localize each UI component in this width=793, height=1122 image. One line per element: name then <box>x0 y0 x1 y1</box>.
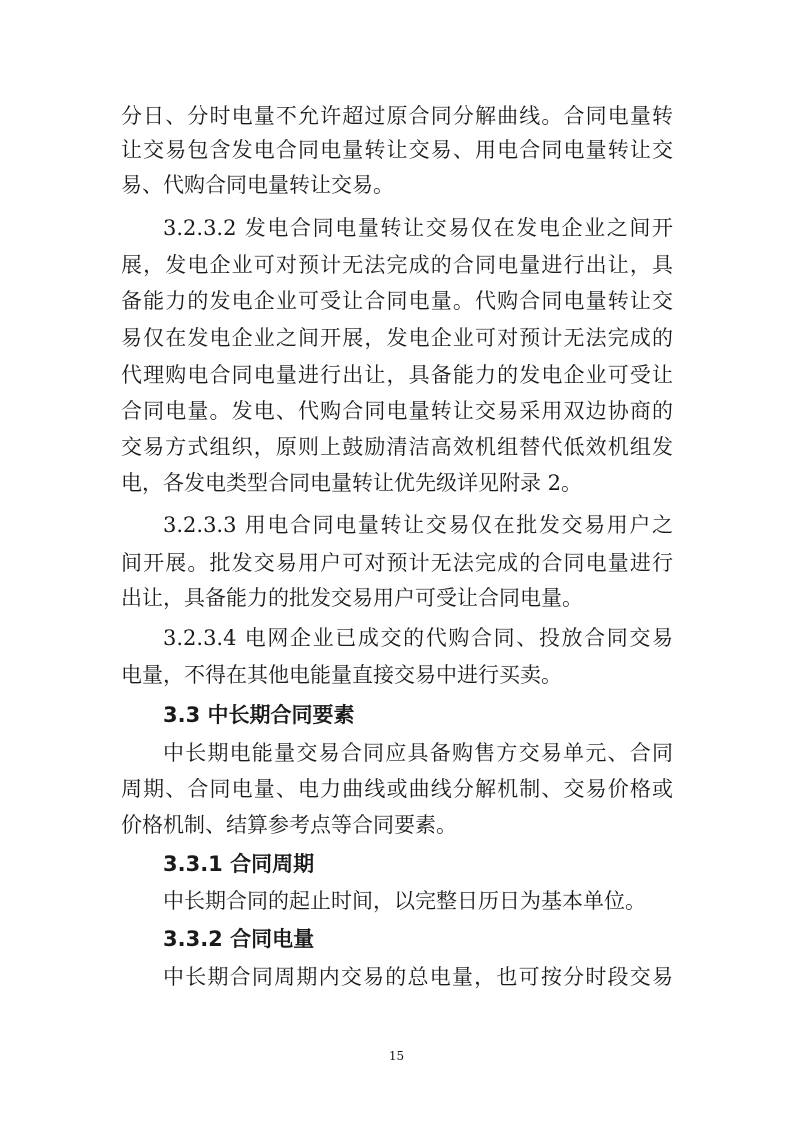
paragraph-line: 间开展。批发交易用户可对预计无法完成的合同电量进行 <box>121 551 673 575</box>
paragraph-line: 中长期合同周期内交易的总电量，也可按分时段交易 <box>163 965 673 989</box>
paragraph-line: 出让，具备能力的批发交易用户可受让合同电量。 <box>121 586 583 610</box>
paragraph-line: 分日、分时电量不允许超过原合同分解曲线。合同电量转 <box>121 104 673 128</box>
section-heading-3-3-2: 3.3.2 合同电量 <box>163 927 315 951</box>
paragraph-line: 合同电量。发电、代购合同电量转让交易采用双边协商的 <box>121 399 673 423</box>
clause-3-2-3-3-line: 3.2.3.3 用电合同电量转让交易仅在批发交易用户之 <box>163 513 673 537</box>
paragraph-line: 中长期合同的起止时间，以完整日历日为基本单位。 <box>163 889 646 913</box>
paragraph-line: 易、代购合同电量转让交易。 <box>121 173 394 197</box>
paragraph-line: 电，各发电类型合同电量转让优先级详见附录 2。 <box>121 471 583 495</box>
paragraph-line: 交易方式组织，原则上鼓励清洁高效机组替代低效机组发 <box>121 435 673 459</box>
section-heading-3-3: 3.3 中长期合同要素 <box>163 703 355 727</box>
paragraph-line: 中长期电能量交易合同应具备购售方交易单元、合同 <box>163 741 673 765</box>
section-heading-3-3-1: 3.3.1 合同周期 <box>163 852 315 876</box>
paragraph-line: 电量，不得在其他电能量直接交易中进行买卖。 <box>121 663 562 687</box>
page-number: 15 <box>388 1049 405 1063</box>
paragraph-line: 代理购电合同电量进行出让，具备能力的发电企业可受让 <box>121 363 673 387</box>
paragraph-line: 价格机制、结算参考点等合同要素。 <box>121 813 457 837</box>
paragraph-line: 展，发电企业可对预计无法完成的合同电量进行出让，具 <box>121 253 673 277</box>
clause-3-2-3-4-line: 3.2.3.4 电网企业已成交的代购合同、投放合同交易 <box>163 626 673 650</box>
clause-3-2-3-2-line: 3.2.3.2 发电合同电量转让交易仅在发电企业之间开 <box>163 216 673 240</box>
paragraph-line: 易仅在发电企业之间开展，发电企业可对预计无法完成的 <box>121 326 673 350</box>
paragraph-line: 备能力的发电企业可受让合同电量。代购合同电量转让交 <box>121 289 673 313</box>
paragraph-line: 周期、合同电量、电力曲线或曲线分解机制、交易价格或 <box>121 777 673 801</box>
paragraph-line: 让交易包含发电合同电量转让交易、用电合同电量转让交 <box>121 138 673 162</box>
